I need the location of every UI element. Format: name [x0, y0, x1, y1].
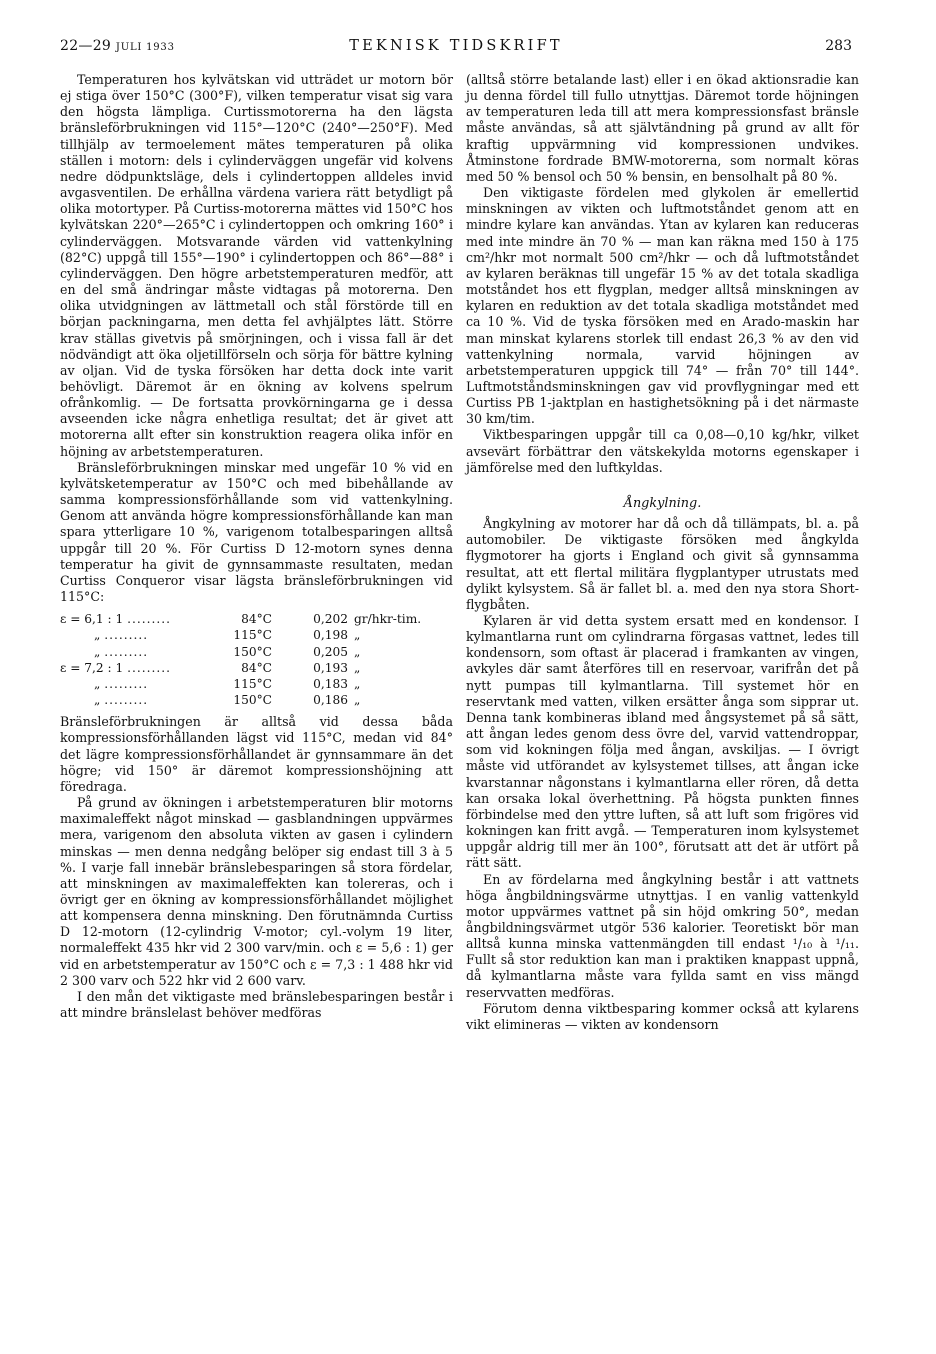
temperature: 115°C [233, 628, 272, 643]
issue-date: 22—29 JULI 1933 [60, 38, 175, 54]
paragraph: Viktbesparingen uppgår till ca 0,08—0,10 kg/hkr, vilket avsevärt förbättrar den vätskekylda motorns egenskaper i jämförelse med den luftkyldas. [466, 427, 859, 475]
compression-ratio: „ ......... [94, 644, 149, 659]
paragraph: (alltså större betalande last) eller i en ökad aktionsradie kan ju denna fördel till fullo utnyttjas. Däremot torde höjningen av temperaturen leda till att mera kompressionsfast bränsle måste användas, så att självtändning på grund av allt för kraftig uppvärmning vid kompressionen undvikes. Åtminstone fordrade BMW-motorerna, som normalt köras med 50 % bensol och 50 % bensin, en bensolhalt på 80 %. [466, 72, 859, 184]
compression-ratio: „ ......... [94, 676, 149, 691]
temperature: 150°C [233, 644, 272, 659]
compression-ratio: „ ......... [94, 693, 149, 708]
table-row [60, 692, 453, 708]
temperature: 84°C [241, 660, 272, 675]
left-column [60, 72, 453, 1021]
paragraph: På grund av ökningen i arbetstemperaturen blir motorns maximaleffekt något minskad — gasblandningen uppvärmes mera, varigenom den absoluta vikten av gasen i cylindern minskas — men denna nedgång belöper sig endast till 3 à 5 %. I varje fall innebär bränslebesparingen så stora fördelar, att minskningen av maximaleffekten kan tolereras, och i övrigt ger en ökning av kompressionsförhållandet möjlighet att kompensera denna minskning. Den förutnämnda Curtiss D 12-motorn (12-cylindrig V-motor; cyl.-volym 19 liter, normaleffekt 435 hkr vid 2 300 varv/min. och ε = 5,6 : 1) ger vid en arbetstemperatur av 150°C och ε = 7,3 : 1 488 hkr vid 2 300 varv och 522 hkr vid 2 600 varv. [60, 795, 453, 988]
consumption-value: 0,202 [313, 612, 348, 627]
table-row [60, 676, 453, 692]
unit-label: gr/hkr-tim. [354, 612, 422, 627]
page-number: 283 [825, 38, 852, 54]
compression-ratio: „ ......... [94, 628, 149, 643]
compression-ratio: ε = 7,2 : 1 ......... [60, 660, 172, 675]
journal-title: TEKNISK TIDSKRIFT [349, 38, 563, 54]
right-column [466, 72, 859, 1033]
paragraph: Bränsleförbrukningen minskar med ungefär 10 % vid en kylvätsketemperatur av 150°C och med bibehållande av samma kompressionsförhållande som vid vattenkylning. Genom att använda högre kompressionsförhållande kan man spara ytterligare 10 %, varigenom totalbesparingen alltså uppgår till 20 %. För Curtiss D 12-motorn synes denna temperatur ha givit de gynnsammaste resultaten, medan Curtiss Conqueror visar lägsta bränsleförbrukningen vid 115°C: [60, 459, 453, 604]
paragraph: Temperaturen hos kylvätskan vid utträdet ur motorn bör ej stiga över 150°C (300°F), vilken temperatur visat sig vara den högsta lämpliga. Curtissmotorerna ha den lägsta bränsleförbrukningen vid 115°—120°C (240°—250°F). Med tillhjälp av termoelement mätes temperaturen på olika ställen i motorn: dels i cylinderväggen ungefär vid kolvens nedre dödpunktsläge, dels i cylindertoppen alldeles invid avgasventilen. De erhållna värdena variera rätt betydligt på olika motortyper. På Curtiss-motorerna mättes vid 150°C hos kylvätskan 220°—265°C i cylindertoppen och omkring 160° i cylinderväggen. Motsvarande värden vid vattenkylning (82°C) uppgå till 155°—190° i cylindertoppen och 86°—88° i cylinderväggen. Den högre arbetstemperaturen medför, att en del små ändringar måste vidtagas på motorerna. Den olika utvidgningen av lättmetall och stål förstörde till en början packningarna, men detta fel avhjälptes lätt. Större krav ställas givetvis på smörjningen, och i vissa fall är det nödvändigt att öka oljetillförseln och sörja för bättre kylning av oljan. Vid de tyska försöken har detta dock inte varit behövligt. Däremot är en ökning av kolvens spelrum ofrånkomlig. — De fortsatta provkörningarna ge i dessa avseenden icke några enhetliga resultat; det är givet att motorerna allt efter sin konstruktion reagera olika inför en höjning av arbetstemperaturen. [60, 72, 453, 459]
ditto-mark: „ [354, 693, 361, 708]
table-row [60, 660, 453, 676]
temperature: 115°C [233, 676, 272, 691]
paragraph: I den mån det viktigaste med bränslebesparingen består i att mindre bränslelast behöver medföras [60, 988, 453, 1021]
table-row [60, 627, 453, 643]
consumption-value: 0,198 [313, 628, 348, 643]
paragraph: Bränsleförbrukningen är alltså vid dessa båda kompressionsförhållanden lägst vid 115°C, medan vid 84° det lägre kompressionsförhållandet är gynnsammare än det högre; vid 150° är däremot kompressionshöjning att föredraga. [60, 714, 453, 794]
consumption-value: 0,186 [313, 693, 348, 708]
ditto-mark: „ [354, 628, 361, 643]
section-heading: Ångkylning. [623, 495, 702, 511]
fuel-consumption-table [60, 611, 453, 708]
table-row [60, 644, 453, 660]
consumption-value: 0,205 [313, 644, 348, 659]
temperature: 150°C [233, 693, 272, 708]
paragraph: Den viktigaste fördelen med glykolen är emellertid minskningen av vikten och luftmotståndet genom att en mindre kylare kan användas. Ytan av kylaren kan reduceras med inte mindre än 70 % — man kan räkna med 150 à 175 cm²/hkr mot normalt 500 cm²/hkr — och då luftmotståndet av kylaren beräknas till ungefär 15 % av det totala skadliga motståndet hos ett flygplan, medger alltså minskningen av kylaren en reduktion av det totala skadliga motståndet med ca 10 %. Vid de tyska försöken med en Arado-maskin har man minskat kylarens storlek till endast 26,3 % av den vid vattenkylning normala, varvid höjningen av arbetstemperaturen uppgick till 74° — från 70° till 144°. Luftmotståndsminskningen gav vid provflygningar med ett Curtiss PB 1-jaktplan en hastighetsökning på i det närmaste 30 km/tim. [466, 185, 859, 427]
page-header [60, 38, 852, 60]
consumption-value: 0,193 [313, 660, 348, 675]
ditto-mark: „ [354, 644, 361, 659]
ditto-mark: „ [354, 660, 361, 675]
table-row [60, 611, 453, 627]
paragraph: Ångkylning av motorer har då och då tillämpats, bl. a. på automobiler. De viktigaste försöken med ångkylda flygmotorer ha gjorts i England och givit så gynnsamma resultat, att ett flertal militära flygplantyper utrustats med dylikt kylsystem. Så är fallet bl. a. med den nya stora Short-flygbåten. [466, 516, 859, 612]
paragraph: Förutom denna viktbesparing kommer också att kylarens vikt elimineras — vikten av kondensorn [466, 1000, 859, 1032]
compression-ratio: ε = 6,1 : 1 ......... [60, 612, 172, 627]
paragraph: En av fördelarna med ångkylning består i att vattnets höga ångbildningsvärme utnyttjas. I en vanlig vattenkyld motor uppvärmes vattnet på sin höjd omkring 50°, medan ångbildningsvärmet utgör 536 kalorier. Teoretiskt bör man alltså kunna minska vattenmängden till endast ¹/₁₀ à ¹/₁₁. Fullt så stor reduktion kan man i praktiken knappast uppnå, då kylmantlarna måste vara fyllda samt en viss mängd reservvatten medföras. [466, 871, 859, 1000]
paragraph: Kylaren är vid detta system ersatt med en kondensor. I kylmantlarna runt om cylindrarna förgasas vattnet, ledes till kondensorn, som oftast är placerad i framkanten av vingen, avkyles där samt återföres till en reservoar, varifrån det på nytt pumpas till kylmantlarna. Till systemet hör en reservtank med vatten, vilken ersätter ånga som sipprar ut. Denna tank kombineras ibland med ångsystemet på så sätt, att ångan ledes genom dess övre del, varvid vattendroppar, som vid kokningen följa med ångan, avskiljas. — I övrigt måste vid utförandet av kylsystemet tillses, att ångan icke kvarstannar någonstans i kylmantlarna eller rören, då detta kan orsaka lokal överhettning. På högsta punkten finnes förbindelse med den yttre luften, så att luft som frigöres vid kokningen kan fritt avgå. — Temperaturen inom kylsystemet uppgår aldrig till mer än 100°, förutsatt att det är utfört på rätt sätt. [466, 613, 859, 871]
consumption-value: 0,183 [313, 676, 348, 691]
temperature: 84°C [241, 612, 272, 627]
ditto-mark: „ [354, 676, 361, 691]
